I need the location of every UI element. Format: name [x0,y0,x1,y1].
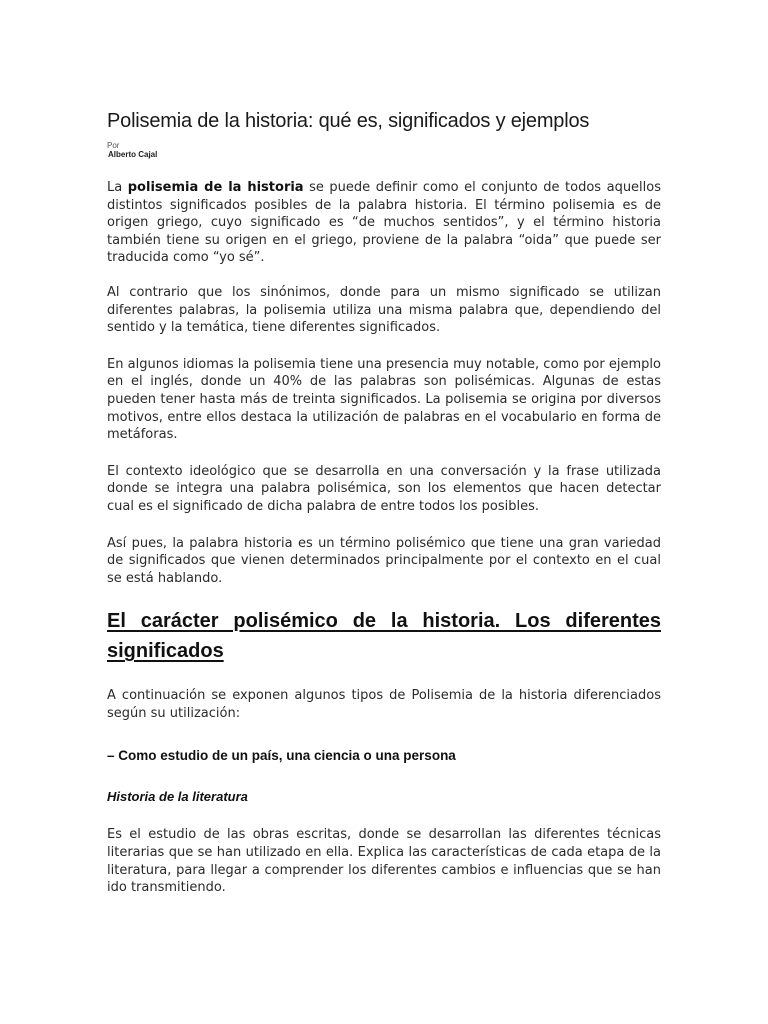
section-heading: El carácter polisémico de la historia. Los diferentes significados [107,610,661,663]
subheading-literature: Historia de la literatura [107,789,248,805]
intro-bold-term: polisemia de la historia [127,180,304,195]
paragraph-literature: Es el estudio de las obras escritas, donde se desarrollan las diferentes técnicas literarias que se han utilizado en ella. Explica las características de cada etapa de la literatura, para llegar a comprender los diferentes cambios e influencias que se han ido transmitiendo. [107,827,661,896]
section-intro-paragraph: A continuación se exponen algunos tipos de Polisemia de la historia diferenciados según su utilización: [107,688,661,721]
paragraph-conclusion: Así pues, la palabra historia es un término polisémico que tiene una gran variedad de significados que vienen determinados principalmente por el contexto en el cual se está hablando. [107,535,661,586]
document-page [107,108,661,897]
byline-author: Alberto Cajal [108,150,158,159]
article-title: Polisemia de la historia: qué es, significados y ejemplos [107,110,590,132]
intro-paragraph [107,179,661,267]
intro-lead: La [107,180,128,195]
intro-rest: se puede definir como el conjunto de todos aquellos distintos significados posibles de la palabra historia. El término polisemia es de origen griego, cuyo significado es “de muchos sentidos”, y el término historia también tiene su origen en el griego, proviene de la palabra “oida” que puede ser traducida como “yo sé”. [107,180,662,266]
subheading-study: – Como estudio de un país, una ciencia o una persona [107,748,456,764]
byline-label: Por [107,141,120,150]
paragraph-context: El contexto ideológico que se desarrolla en una conversación y la frase utilizada donde se integra una palabra polisémica, son los elementos que hacen detectar cual es el significado de dicha palabra de entre todos los posibles. [107,463,661,514]
paragraph-synonyms: Al contrario que los sinónimos, donde para un mismo significado se utilizan diferentes palabras, la polisemia utiliza una misma palabra que, dependiendo del sentido y la temática, tiene diferentes significados. [107,284,661,336]
paragraph-languages: En algunos idiomas la polisemia tiene una presencia muy notable, como por ejemplo en el inglés, donde un 40% de las palabras son polisémicas. Algunas de estas pueden tener hasta más de treinta significados. La polisemia se origina por diversos motivos, entre ellos destaca la utilización de palabras en el vocabulario en forma de metáforas. [107,356,661,443]
